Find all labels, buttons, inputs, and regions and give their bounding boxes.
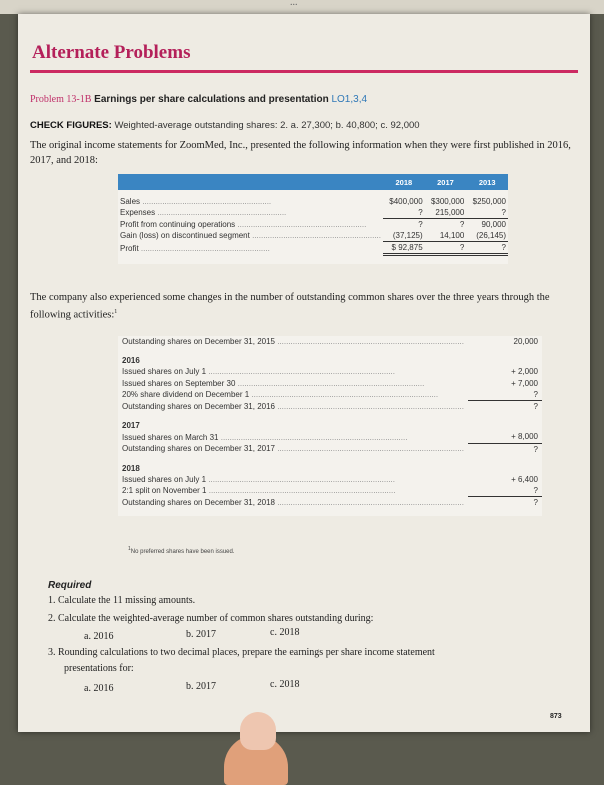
learning-objectives: LO1,3,4 [331, 94, 368, 105]
section-title: Alternate Problems [32, 42, 191, 63]
row-label: Issued shares on September 30 [122, 378, 236, 388]
row-label: Outstanding shares on December 31, 2016 [122, 401, 275, 411]
q3-part-a: a. 2016 [84, 683, 114, 694]
row-label: Expenses [120, 208, 156, 218]
cell: 90,000 [481, 220, 506, 229]
cell: ? [533, 402, 538, 412]
table-row: Expenses .......................................................... ? 215,000 ? [120, 208, 506, 218]
check-figures-text: Weighted-average outstanding shares: 2. a. 27,300; b. 40,800; c. 92,000 [114, 120, 420, 131]
question-1: 1. Calculate the 11 missing amounts. [48, 595, 196, 606]
cell: $250,000 [472, 197, 506, 206]
row-label: Profit from continuing operations [120, 219, 236, 229]
header-fragment: ... [290, 0, 298, 8]
q3-part-b: b. 2017 [186, 681, 216, 692]
cell: + 7,000 [511, 378, 538, 388]
cell: ? [459, 220, 465, 229]
row-label: Sales [120, 197, 141, 206]
row-label: Issued shares on July 1 [122, 367, 207, 377]
cell: ? [468, 485, 542, 497]
table-row: Issued shares on July 1 .................................................................................... + 6,400 [118, 474, 542, 485]
table-row: Issued shares on July 1 .................................................................................... + 2,000 [118, 366, 542, 377]
cell: 14,100 [425, 230, 467, 242]
cell: $300,000 [430, 197, 465, 206]
cell: ? [468, 389, 542, 401]
check-figures [30, 120, 420, 131]
year-col-3: 2013 [466, 174, 508, 190]
year-col-1: 2018 [383, 174, 425, 190]
table-row: Sales .......................................................... $400,000 $300,000 $250,000 [120, 197, 506, 206]
cell [468, 420, 542, 431]
cell: + 6,400 [511, 474, 538, 484]
cell [468, 355, 542, 366]
page-number: 873 [550, 713, 562, 720]
cell: ? [466, 207, 508, 219]
table-row: Outstanding shares on December 31, 2018 .................................................................................... ? [118, 497, 542, 509]
cell: 20,000 [513, 337, 538, 347]
row-label: Outstanding shares on December 31, 2017 [122, 444, 275, 454]
table-row: Outstanding shares on December 31, 2017 .................................................................................... ? [118, 443, 542, 455]
row-label: 2:1 split on November 1 [122, 486, 207, 496]
shares-activity-table [118, 336, 542, 516]
table-row: 20% share dividend on December 1 .................................................................................... ? [118, 389, 542, 401]
question-3-line-1: 3. Rounding calculations to two decimal places, prepare the earnings per share income statement [48, 647, 435, 658]
cell: (37,125) [383, 230, 425, 242]
intro-paragraph: The original income statements for ZoomMed, Inc., presented the following information when they were first published in 2016, 2017, and 2018: [30, 140, 571, 166]
shares-paragraph: The company also experienced some changes in the number of outstanding common shares over the three years through the following activities:$^1$ [30, 292, 550, 321]
question-2: 2. Calculate the weighted-average number of common shares outstanding during: [48, 613, 374, 624]
cell: ? [418, 220, 423, 229]
table-row [118, 420, 542, 431]
textbook-page [18, 14, 590, 732]
thumbnail-nail [240, 712, 276, 750]
table-row [118, 255, 508, 265]
table-row: Issued shares on September 30 .................................................................................... + 7,000 [118, 378, 542, 389]
table-row [118, 355, 542, 366]
row-label: 20% share dividend on December 1 [122, 390, 250, 400]
previous-page-strip [0, 0, 604, 14]
year-col-2: 2017 [425, 174, 467, 190]
problem-heading [30, 94, 367, 105]
cell: ? [466, 242, 508, 255]
q3-part-c: c. 2018 [270, 679, 300, 690]
table-row [118, 463, 542, 474]
year-heading: 2016 [122, 356, 140, 366]
income-statement-table [118, 174, 508, 264]
cell: ? [383, 207, 425, 219]
cell: + 2,000 [511, 367, 538, 377]
table-row: 2:1 split on November 1 .................................................................................... ? [118, 485, 542, 497]
cell: $400,000 [389, 197, 423, 206]
q2-part-b: b. 2017 [186, 629, 216, 640]
cell: ? [533, 498, 538, 508]
check-figures-label: CHECK FIGURES: [30, 120, 112, 131]
income-table-header [118, 174, 508, 190]
q2-part-c: c. 2018 [270, 627, 300, 638]
table-row: Profit .......................................................... $ 92,875 ? ? [120, 243, 506, 253]
cell: (26,145) [466, 230, 508, 242]
q2-part-a: a. 2016 [84, 631, 114, 642]
table-row: Gain (loss) on discontinued segment .......................................................... (37,125) 14,100 (26,145) [120, 231, 506, 241]
footnote-text: No preferred shares have been issued. [130, 549, 235, 555]
shares-paragraph-text: The company also experienced some changes in the number of outstanding common shares over the three years through the following activities: [30, 292, 550, 321]
row-label: Gain (loss) on discontinued segment [120, 231, 250, 241]
row-label: Outstanding shares on December 31, 2018 [122, 498, 275, 508]
cell: ? [425, 242, 467, 255]
section-rule [30, 70, 578, 73]
table-row: Issued shares on March 31 .................................................................................... + 8,000 [118, 431, 542, 443]
footnote: $^1$No preferred shares have been issued. [128, 546, 235, 555]
row-label: Profit [120, 243, 139, 253]
problem-number: Problem 13-1B [30, 94, 92, 105]
row-label: Issued shares on July 1 [122, 474, 207, 484]
row-label: Issued shares on March 31 [122, 432, 219, 442]
cell: 215,000 [425, 207, 467, 219]
question-3-line-2: presentations for: [64, 663, 134, 674]
table-row: Profit from continuing operations .......................................................... ? ? 90,000 [120, 219, 506, 229]
table-row: Outstanding shares on December 31, 2015 .................................................................................... 20,000 [118, 336, 542, 347]
table-row: Outstanding shares on December 31, 2016 .................................................................................... ? [118, 400, 542, 412]
cell: $ 92,875 [383, 242, 425, 255]
required-heading: Required [48, 580, 92, 591]
year-heading: 2018 [122, 463, 140, 473]
cell: ? [533, 444, 538, 454]
cell [468, 463, 542, 474]
problem-title: Earnings per share calculations and presentation [94, 94, 329, 105]
row-label: Outstanding shares on December 31, 2015 [122, 337, 275, 347]
year-heading: 2017 [122, 421, 140, 431]
cell: + 8,000 [468, 431, 542, 443]
